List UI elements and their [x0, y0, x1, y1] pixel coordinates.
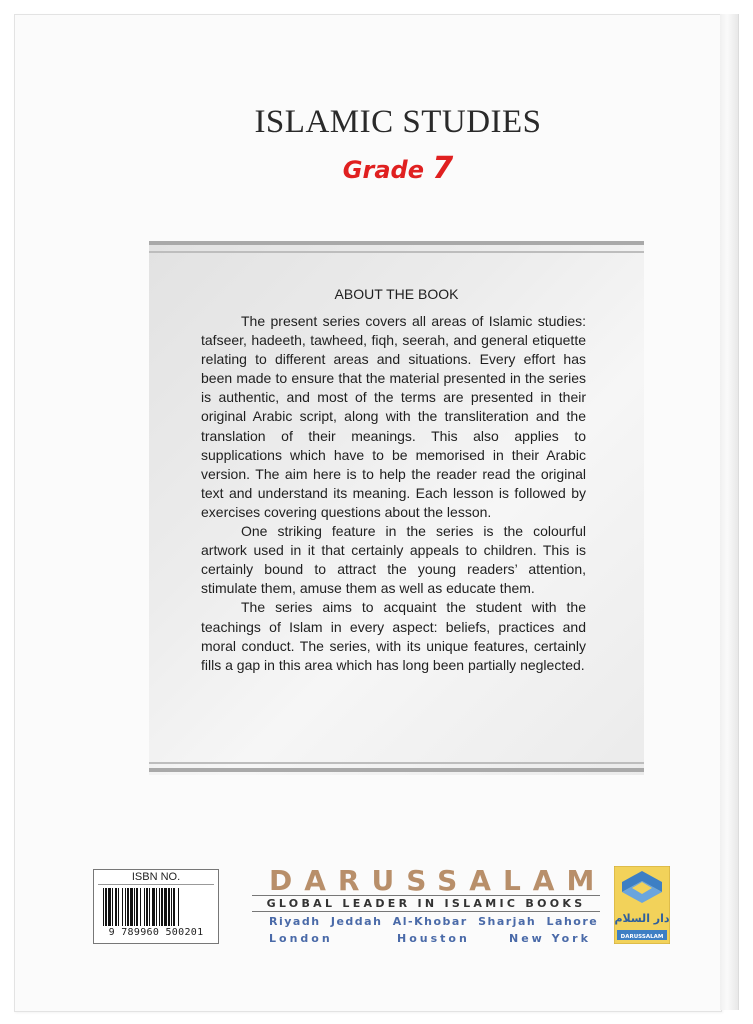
- about-heading: ABOUT THE BOOK: [334, 286, 459, 302]
- grade-number: 7: [432, 151, 454, 186]
- barcode-bar: [112, 888, 113, 926]
- about-text: [201, 312, 586, 675]
- about-paragraph-1: The present series covers all areas of Islamic studies: tafseer, hadeeth, tawheed, fiqh, seerah, and general etiquette relating to different areas and situations. Every effort has been made to ensure that the material presented in the series is authentic, and most of the terms are presented in their original Arabic script, along with the transliteration and the translation of their meanings. This also applies to supplications which have to be memorised in their Arabic version. The aim here is to help the reader read the original text and understand its meaning. Each lesson is followed by exercises covering questions about the lesson.: [201, 313, 586, 520]
- city-new-york: New York: [509, 932, 591, 945]
- barcode-bar: [152, 888, 155, 926]
- barcode-bar: [140, 888, 141, 926]
- barcode-graphic: [103, 888, 209, 926]
- panel-top-rule: [149, 241, 644, 245]
- barcode-bar: [118, 888, 119, 926]
- barcode-bar: [134, 888, 135, 926]
- barcode-bar: [159, 888, 160, 926]
- book-title: ISLAMIC STUDIES: [254, 104, 542, 140]
- barcode-bar: [103, 888, 104, 926]
- tagline-bottom-rule: [252, 911, 600, 912]
- panel-top-rule-thin: [149, 251, 644, 253]
- barcode-bar: [125, 888, 126, 926]
- isbn-box: [93, 869, 219, 944]
- tagline-top-rule: [252, 895, 600, 896]
- panel-bottom-rule: [149, 768, 644, 772]
- barcode-bar: [136, 888, 138, 926]
- isbn-divider: [98, 884, 214, 885]
- barcode-bar: [127, 888, 129, 926]
- panel-bottom-rule-thin: [149, 762, 644, 764]
- city-houston: Houston: [397, 932, 470, 945]
- logo-arabic-text: دار السلام: [614, 912, 670, 925]
- publisher-cities-line-1: Riyadh Jeddah Al-Khobar Sharjah Lahore: [269, 915, 599, 928]
- city-london: London: [269, 932, 333, 945]
- barcode-bar: [171, 888, 172, 926]
- darussalam-logo-icon: [614, 866, 670, 944]
- grade-word: Grade: [342, 156, 424, 184]
- about-paragraph-3: The series aims to acquaint the student with the teachings of Islam in every aspect: beliefs, practices and moral conduct. The series, with its unique features, certainly fills a gap in this area which has long been partially neglected.: [201, 599, 586, 673]
- barcode-bar: [178, 888, 179, 926]
- barcode-bar: [108, 888, 111, 926]
- barcode-bar: [105, 888, 107, 926]
- barcode-bar: [144, 888, 145, 926]
- barcode-bar: [146, 888, 148, 926]
- barcode-bar: [122, 888, 123, 926]
- barcode-bar: [161, 888, 163, 926]
- logo-text: DARUSSALAM: [620, 934, 664, 940]
- publisher-tagline: GLOBAL LEADER IN ISLAMIC BOOKS: [266, 897, 586, 910]
- barcode-bar: [149, 888, 150, 926]
- isbn-label: ISBN NO.: [131, 871, 181, 883]
- publisher-name: DARUSSALAM: [269, 864, 607, 897]
- isbn-number: 9 789960 500201: [108, 927, 204, 938]
- about-paragraph-2: One striking feature in the series is the colourful artwork used in it that certainly appeals to children. This is certainly bound to attract the young readers’ attention, stimulate them, amuse them as well as educate them.: [201, 523, 586, 597]
- barcode-bar: [130, 888, 133, 926]
- barcode-bar: [164, 888, 167, 926]
- barcode-bar: [168, 888, 170, 926]
- barcode-bar: [115, 888, 117, 926]
- barcode-bar: [156, 888, 157, 926]
- grade-label: [0, 151, 753, 186]
- barcode-bar: [173, 888, 175, 926]
